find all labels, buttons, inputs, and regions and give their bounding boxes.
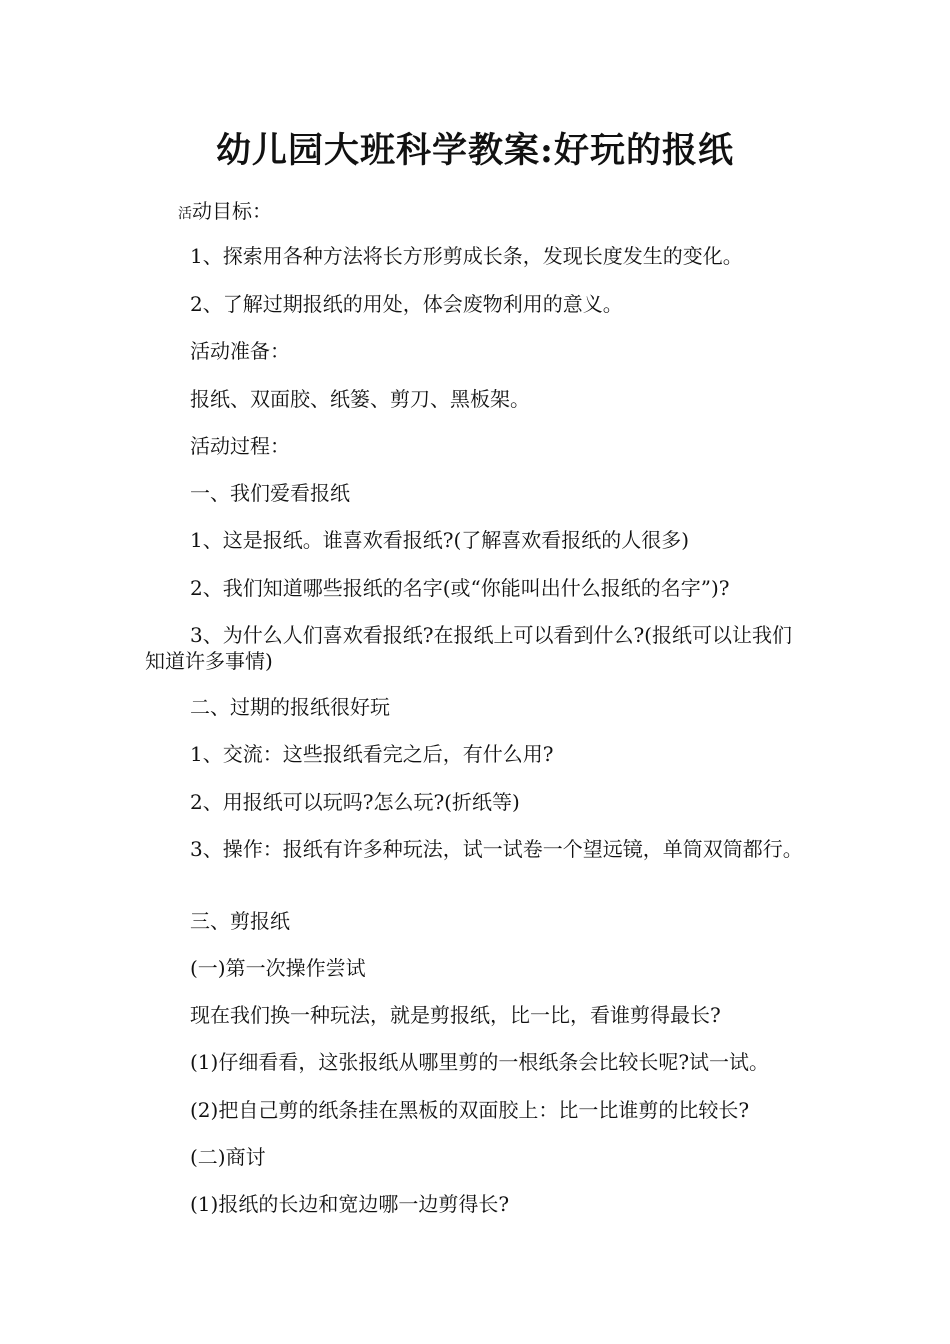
paragraph: 二、过期的报纸很好玩 (190, 695, 390, 719)
paragraph: 1、交流：这些报纸看完之后，有什么用? (190, 742, 554, 766)
paragraph: 3、操作：报纸有许多种玩法，试一试卷一个望远镜，单筒双筒都行。 (190, 837, 803, 861)
paragraph: (1)仔细看看，这张报纸从哪里剪的一根纸条会比较长呢?试一试。 (190, 1050, 770, 1074)
document-title: 幼儿园大班科学教案:好玩的报纸 (216, 130, 734, 171)
paragraph: 2、了解过期报纸的用处，体会废物利用的意义。 (190, 292, 623, 316)
paragraph: 现在我们换一种玩法，就是剪报纸，比一比，看谁剪得最长? (190, 1003, 721, 1027)
paragraph: (二)商讨 (190, 1145, 266, 1169)
paragraph-activity-goals (178, 198, 858, 227)
paragraph: 报纸、双面胶、纸篓、剪刀、黑板架。 (190, 387, 530, 411)
paragraph: 1、探索用各种方法将长方形剪成长条，发现长度发生的变化。 (190, 244, 743, 268)
paragraph: 1、这是报纸。谁喜欢看报纸?(了解喜欢看报纸的人很多) (190, 528, 690, 552)
paragraph: 活动准备： (190, 339, 290, 363)
paragraph: 一、我们爱看报纸 (190, 481, 350, 505)
paragraph: 3、为什么人们喜欢看报纸?在报纸上可以看到什么?(报纸可以让我们知道许多事情) (145, 623, 792, 673)
paragraph-text: 动目标： (192, 199, 272, 223)
paragraph-prefix: 活 (178, 206, 192, 222)
paragraph: 活动过程： (190, 434, 290, 458)
paragraph: (1)报纸的长边和宽边哪一边剪得长? (190, 1192, 510, 1216)
paragraph: (2)把自己剪的纸条挂在黑板的双面胶上：比一比谁剪的比较长? (190, 1098, 750, 1122)
paragraph: 三、剪报纸 (190, 909, 290, 933)
paragraph: 2、用报纸可以玩吗?怎么玩?(折纸等) (190, 790, 520, 814)
paragraph: 2、我们知道哪些报纸的名字(或“你能叫出什么报纸的名字”)? (190, 576, 730, 600)
paragraph: (一)第一次操作尝试 (190, 956, 366, 980)
